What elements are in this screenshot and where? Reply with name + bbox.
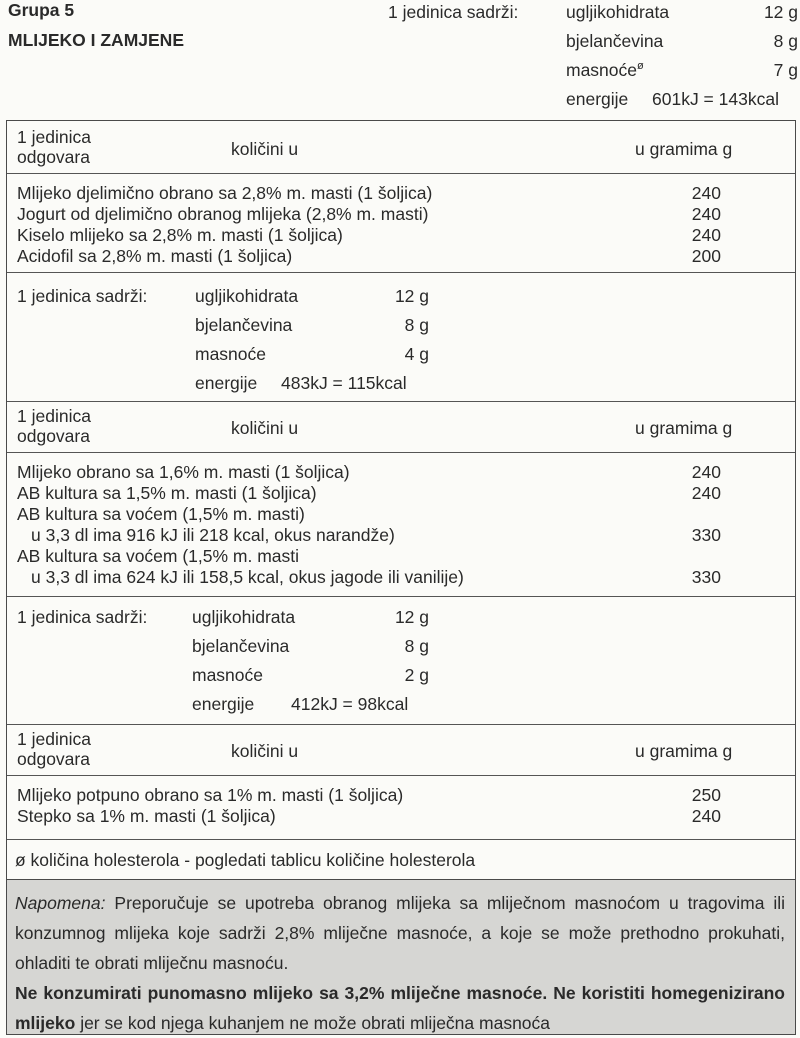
- section1-fat: masnoće: [195, 344, 267, 364]
- header-energy-label: energije: [566, 89, 629, 109]
- list-item: Acidofil sa 2,8% m. masti (1 šoljica): [17, 246, 293, 266]
- list-item: Kiselo mlijeko sa 2,8% m. masti (1 šoljica): [17, 225, 343, 245]
- section2-fat-value: 2 g: [404, 665, 429, 685]
- section1-protein-value: 8 g: [404, 315, 429, 335]
- list-item: AB kultura sa voćem (1,5% m. masti): [17, 504, 305, 524]
- col-header-grams-2: u gramima g: [635, 418, 733, 438]
- section2-list: [17, 462, 464, 588]
- col-header-grams-1: u gramima g: [635, 139, 733, 159]
- col-header-grams-3: u gramima g: [635, 741, 733, 761]
- header-nutrient-carbs: ugljikohidrata: [566, 2, 670, 22]
- col-header-unit-2: 1 jedinica odgovara: [17, 406, 91, 446]
- col-header-unit-3: 1 jedinica odgovara: [17, 729, 91, 769]
- section2-protein-value: 8 g: [404, 636, 429, 656]
- section1-carbs-value: 12 g: [394, 286, 429, 306]
- header-nutrient-fat: masnoće$^ø$: [566, 60, 644, 80]
- header-nutrient-protein-value: 8 g: [773, 31, 798, 51]
- group-label: Grupa 5: [8, 0, 75, 20]
- section2-energy: energije: [192, 694, 255, 714]
- list-item: AB kultura sa voćem (1,5% m. masti: [17, 546, 300, 566]
- list-item: Mlijeko obrano sa 1,6% m. masti (1 šoljica): [17, 462, 350, 482]
- section1-list: [17, 183, 432, 267]
- section2-carbs-value: 12 g: [394, 607, 429, 627]
- col-header-amount-1: količini u: [231, 139, 299, 159]
- section2-contains-label: 1 jedinica sadrži:: [17, 607, 148, 627]
- section1-protein: bjelančevina: [195, 315, 293, 335]
- list-item: Stepko sa 1% m. masti (1 šoljica): [17, 806, 276, 826]
- footnote: ø količina holesterola - pogledati tablicu količine holesterola: [15, 850, 476, 870]
- header-energy-value: 601kJ = 143kcal: [652, 89, 779, 109]
- header-nutrient-fat-value: 7 g: [773, 60, 798, 80]
- section1-energy: energije: [195, 373, 258, 393]
- header-nutrient-carbs-value: 12 g: [763, 2, 798, 22]
- col-header-amount-3: količini u: [231, 741, 299, 761]
- list-item: u 3,3 dl ima 624 kJ ili 158,5 kcal, okus jagode ili vanilije): [31, 567, 464, 587]
- list-item: u 3,3 dl ima 916 kJ ili 218 kcal, okus narandže): [31, 525, 395, 545]
- section2-grams: 240 240 330 330: [691, 462, 721, 587]
- page-title: MLIJEKO I ZAMJENE: [8, 30, 184, 50]
- section3-list: [17, 785, 403, 827]
- col-header-amount-2: količini u: [231, 418, 299, 438]
- header-nutrient-protein: bjelančevina: [566, 31, 664, 51]
- col-header-unit-1: 1 jedinica odgovara: [17, 127, 91, 167]
- header-contains-label: 1 jedinica sadrži:: [388, 2, 519, 22]
- section2-protein: bjelančevina: [192, 636, 290, 656]
- section2-fat: masnoće: [192, 665, 264, 685]
- list-item: AB kultura sa 1,5% m. masti (1 šoljica): [17, 483, 317, 503]
- section2-carbs: ugljikohidrata: [192, 607, 296, 627]
- nutrition-table: [6, 120, 796, 1035]
- section1-energy-value: 483kJ = 115kcal: [281, 373, 407, 393]
- note-box: [7, 879, 795, 1034]
- list-item: Mlijeko potpuno obrano sa 1% m. masti (1 šoljica): [17, 785, 404, 805]
- section1-carbs: ugljikohidrata: [195, 286, 299, 306]
- list-item: Jogurt od djelimično obranog mlijeka (2,8% m. masti): [17, 204, 429, 224]
- section1-grams: 240 240 240 200: [691, 183, 721, 266]
- section1-contains-label: 1 jedinica sadrži:: [17, 286, 148, 306]
- note-paragraph: Napomena: Preporučuje se upotreba obranog mlijeka sa mliječnom masnoćom u tragovima ili konzumnog mlijeka koje sadrži 2,8% mliječne masnoće, a koje se može prethodno prokuhati, ohladiti te obrati mliječnu masnoću.: [15, 893, 785, 973]
- section3-grams: 250 240: [691, 785, 721, 826]
- note-warning: Ne konzumirati punomasno mlijeko sa 3,2% mliječne masnoće. Ne koristiti homegenizirano mlijeko jer se kod njega kuhanjem ne može obrati mliječna masnoća: [15, 983, 785, 1033]
- list-item: Mlijeko djelimično obrano sa 2,8% m. masti (1 šoljica): [17, 183, 433, 203]
- section1-fat-value: 4 g: [404, 344, 429, 364]
- section2-energy-value: 412kJ = 98kcal: [291, 694, 409, 714]
